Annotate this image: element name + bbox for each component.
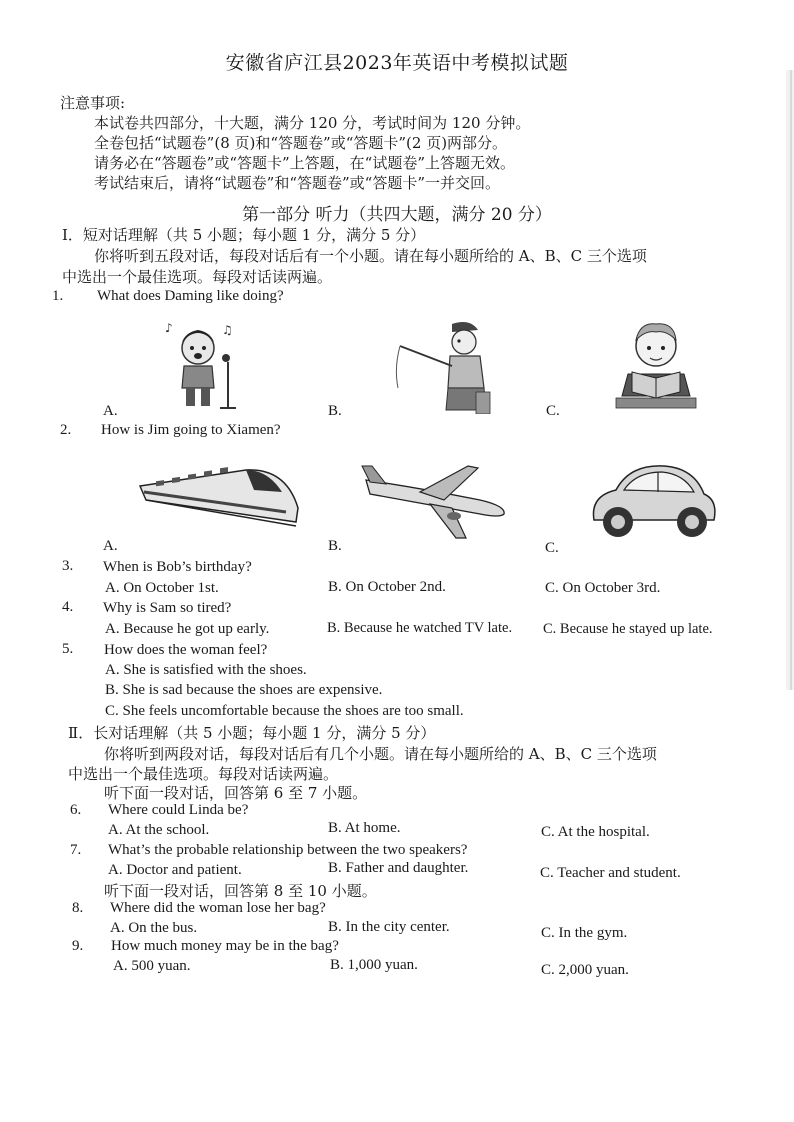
question-text: Why is Sam so tired? (103, 600, 232, 616)
section2-heading: Ⅱ．长对话理解（共 5 小题；每小题 1 分，满分 5 分） (68, 724, 436, 742)
airplane-icon (360, 460, 510, 542)
option-c: C. 2,000 yuan. (541, 962, 629, 978)
car-icon (586, 460, 720, 546)
option-b: B. 1,000 yuan. (330, 957, 418, 973)
option-a: A. Because he got up early. (105, 621, 270, 637)
option-c: C. Because he stayed up late. (543, 621, 713, 637)
option-c: C. She feels uncomfortable because the shoes are too small. (105, 703, 464, 719)
question-number: 6. (70, 802, 82, 818)
option-c: C. Teacher and student. (540, 865, 681, 881)
section2-instruction: 中选出一个最佳选项。每段对话读两遍。 (68, 765, 339, 783)
section1-instruction: 你将听到五段对话，每段对话后有一个小题。请在每小题所给的 A、B、C 三个选项 (94, 247, 647, 265)
svg-text:♪: ♪ (165, 321, 173, 335)
page-edge-shadow (764, 70, 794, 690)
option-a: A. She is satisfied with the shoes. (105, 662, 307, 678)
question-text: What’s the probable relationship between the two speakers? (108, 842, 468, 858)
question-text: How does the woman feel? (104, 642, 268, 658)
option-b: B. Because he watched TV late. (327, 620, 513, 636)
option-a: A. 500 yuan. (113, 958, 191, 974)
question-text: What does Daming like doing? (97, 288, 284, 304)
option-a: A. At the school. (108, 822, 210, 838)
section1-heading: Ⅰ．短对话理解（共 5 小题；每小题 1 分，满分 5 分） (62, 226, 426, 244)
blank-page-bottom (0, 1000, 794, 1122)
option-b: B. In the city center. (328, 919, 450, 935)
option-a: A. (103, 538, 118, 554)
option-b: B. On October 2nd. (328, 579, 446, 595)
edge-texture (764, 70, 794, 690)
question-number: 3. (62, 558, 74, 574)
question-number: 9. (72, 938, 84, 954)
option-c: C. (545, 540, 559, 556)
section2-subheading: 听下面一段对话，回答第 8 至 10 小题。 (104, 882, 377, 900)
option-a: A. On October 1st. (105, 580, 219, 596)
fishing-boy-icon (392, 318, 492, 414)
option-c: C. At the hospital. (541, 824, 650, 840)
question-number: 2. (60, 422, 72, 438)
option-a: A. On the bus. (110, 920, 198, 936)
option-c: C. In the gym. (541, 925, 628, 941)
notice-heading: 注意事项: (60, 94, 126, 112)
question-number: 4. (62, 599, 74, 615)
question-number: 1. (52, 288, 64, 304)
notice-line: 本试卷共四部分，十大题，满分 120 分，考试时间为 120 分钟。 (94, 114, 531, 132)
question-text: How is Jim going to Xiamen? (101, 422, 281, 438)
svg-text:♫: ♫ (222, 323, 233, 337)
question-number: 5. (62, 641, 74, 657)
question-text: How much money may be in the bag? (111, 938, 339, 954)
question-number: 8. (72, 900, 84, 916)
question-text: When is Bob’s birthday? (103, 559, 252, 575)
notice-line: 请务必在“答题卷”或“答题卡”上答题，在“试题卷”上答题无效。 (94, 154, 516, 172)
option-a: A. (103, 403, 118, 419)
notice-line: 全卷包括“试题卷”(8 页)和“答题卷”或“答题卡”(2 页)两部分。 (94, 134, 508, 152)
option-c: C. (546, 403, 560, 419)
question-text: Where could Linda be? (108, 802, 249, 818)
option-b: B. At home. (328, 820, 401, 836)
option-c: C. On October 3rd. (545, 580, 661, 596)
notice-line: 考试结束后，请将“试题卷”和“答题卷”或“答题卡”一并交回。 (94, 174, 501, 192)
section2-instruction: 你将听到两段对话，每段对话后有几个小题。请在每小题所给的 A、B、C 三个选项 (104, 745, 657, 763)
train-icon (136, 456, 302, 538)
option-b: B. (328, 538, 342, 554)
section1-instruction: 中选出一个最佳选项。每段对话读两遍。 (62, 268, 333, 286)
section2-subheading: 听下面一段对话，回答第 6 至 7 小题。 (104, 784, 368, 802)
reading-boy-icon (606, 316, 706, 412)
exam-title: 安徽省庐江县2023年英语中考模拟试题 (225, 52, 569, 74)
part1-title: 第一部分 听力（共四大题，满分 20 分） (242, 205, 552, 225)
singing-boy-icon (160, 318, 250, 410)
question-text: Where did the woman lose her bag? (110, 900, 326, 916)
option-b: B. (328, 403, 342, 419)
option-a: A. Doctor and patient. (108, 862, 242, 878)
option-b: B. Father and daughter. (328, 860, 469, 876)
question-number: 7. (70, 842, 82, 858)
option-b: B. She is sad because the shoes are expensive. (105, 682, 383, 698)
